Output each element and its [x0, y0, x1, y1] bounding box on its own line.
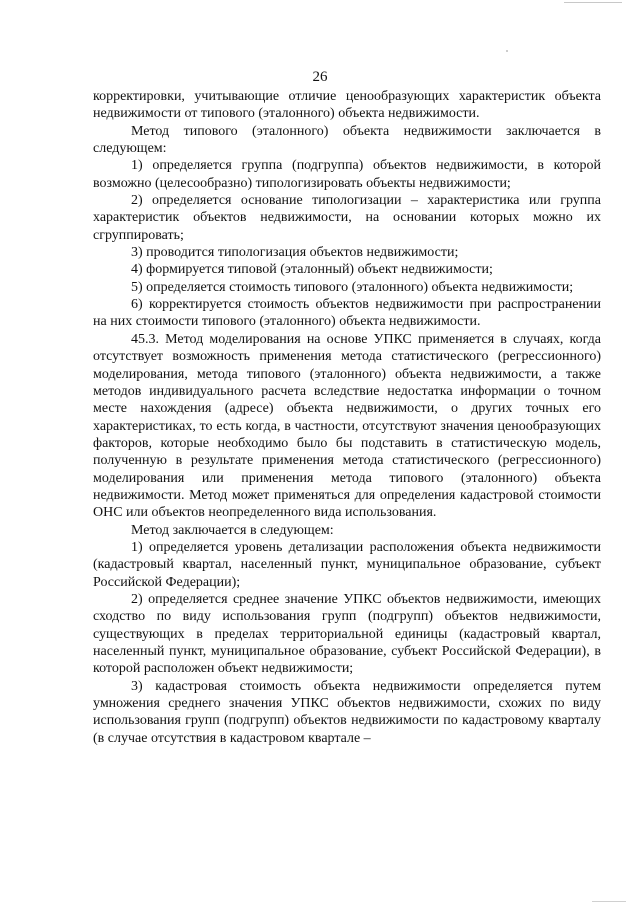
- document-body: [93, 88, 601, 747]
- list-item-4: 4) формируется типовой (эталонный) объект недвижимости;: [131, 262, 493, 278]
- scan-speck: [506, 50, 508, 52]
- paragraph-method-steps-intro: Метод заключается в следующем:: [131, 522, 334, 538]
- scan-edge-mark-bottom: [592, 901, 626, 902]
- list-item-2: 2) определяется основание типологизации – характеристика или группа характеристик объектов недвижимости, на основании которых можно их сгруппировать;: [93, 193, 601, 243]
- list-item-6: 6) корректируется стоимость объектов недвижимости при распространении на них стоимости типового (эталонного) объекта недвижимости.: [93, 297, 601, 330]
- paragraph-method-intro: Метод типового (эталонного) объекта недвижимости заключается в следующем:: [93, 123, 601, 157]
- list-item-3: 3) проводится типологизация объектов недвижимости;: [131, 245, 459, 261]
- step-item-3: 3) кадастровая стоимость объекта недвижимости определяется путем умножения среднего значения УПКС объектов недвижимости, схожих по виду использования групп (подгрупп) объектов недвижимости по кадастровому кварталу (в случае отсутствия в кадастровом квартале –: [93, 678, 601, 746]
- list-item-1: 1) определяется группа (подгруппа) объектов недвижимости, в которой возможно (целесообразно) типологизировать объекты недвижимости;: [93, 158, 601, 191]
- list-item-5: 5) определяется стоимость типового (эталонного) объекта недвижимости;: [131, 279, 574, 295]
- paragraph-continuation: корректировки, учитывающие отличие ценообразующих характеристик объекта недвижимости от типового (эталонного) объекта недвижимости.: [93, 89, 601, 122]
- step-item-2: 2) определяется среднее значение УПКС объектов недвижимости, имеющих сходство по виду использования групп (подгрупп) объектов недвижимости, существующих в пределах территориальной единицы (кадастровый квартал, населенный пункт, муниципальное образование, субъект Российской Федерации), в которой расположен объект недвижимости;: [93, 591, 601, 677]
- page-number: 26: [312, 69, 328, 85]
- step-item-1: 1) определяется уровень детализации расположения объекта недвижимости (кадастровый квартал, населенный пункт, муниципальное образование, субъект Российской Федерации);: [93, 539, 601, 590]
- scan-edge-mark: [564, 2, 622, 3]
- paragraph-section-45-3: 45.3. Метод моделирования на основе УПКС применяется в случаях, когда отсутствует возможность применения метода статистического (регрессионного) моделирования, метода типового (эталонного) объекта недвижимости, а также методов индивидуального расчета вследствие недостатка информации о точном месте нахождения (адресе) объекта недвижимости, о других точных его характеристиках, то есть когда, в частности, отсутствуют значения ценообразующих факторов, которые необходимо было бы подставить в статистическую модель, полученную в результате применения метода статистического (регрессионного) моделирования или применения метода типового (эталонного) объекта недвижимости. Метод может применяться для определения кадастровой стоимости ОНС или объектов неопределенного вида использования.: [93, 331, 601, 521]
